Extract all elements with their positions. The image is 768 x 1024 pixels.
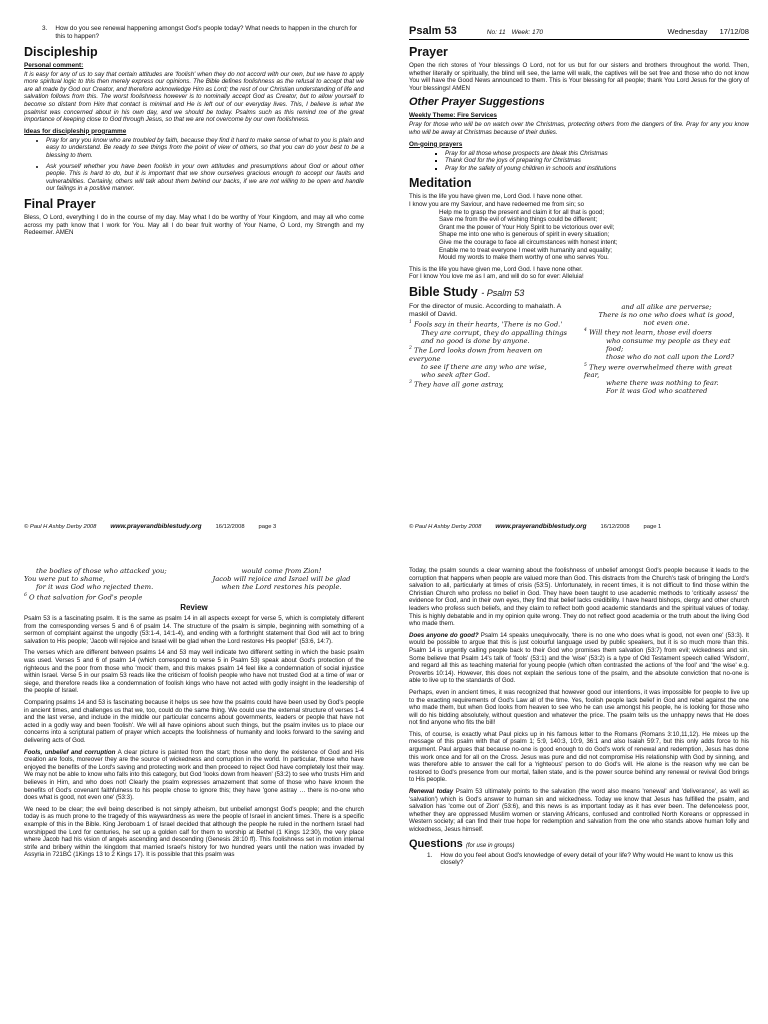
list-item: ▪ Thank God for the joys of preparing for Christmas — [445, 157, 749, 165]
questions-heading: Questions (for use in groups) — [409, 837, 515, 850]
meditation-line: Give me the courage to face all circumstances with honest intent; — [439, 238, 618, 246]
verse-line: those who do not call upon the Lord? — [606, 353, 735, 362]
footer-url[interactable]: www.prayerandbiblestudy.org — [495, 523, 587, 530]
list-item: • Ask yourself whether you have been foolish in your own attitudes and presumptions about God or about other people. This is hard to do, but it is important that we show ourselves gracious enough to accept our faults and vulnerabilities. Certainly, others will talk about them behind our backs, if we are not willing to be open and handle our failings in a positive manner. — [46, 163, 364, 193]
verse-line: not even one. — [643, 319, 690, 328]
footer-page: page 1 — [643, 523, 662, 530]
meditation-end-1: This is the life you have given me, Lord God. I have none other. — [409, 265, 583, 273]
prayer-text: Open the rich stores of Your blessings O Lord, not for us but for our sisters and brothers throughout the world. Then, whether literally or spiritually, the blind will see, the lame will walk, the captives will be set free and those who do not know You will have the Good News announced to them. This is Your blessing for all people; thank You Lord Jesus for the glory of Your blessings! AMEN — [409, 62, 749, 92]
meditation-line: Enable me to treat everyone I meet with humanity and equality; — [439, 246, 613, 254]
footer-date: 16/12/2008 — [600, 523, 630, 530]
verse-line: and no good is done by anyone. — [421, 336, 530, 345]
review-heading: Review — [180, 603, 208, 613]
bible-study-heading: Bible Study - Psalm 53 — [409, 284, 525, 299]
verse-line: $^1$ Fools say in their hearts, 'There is no God.' — [409, 320, 563, 329]
bible-study-text — [409, 303, 749, 396]
verse-line: $^3$ They have all gone astray, — [409, 380, 504, 389]
footer-copyright: © Paul H Ashby Derby 2008 — [409, 523, 482, 530]
other-prayer-heading: Other Prayer Suggestions — [409, 96, 545, 109]
ideas-label: Ideas for discipleship programme — [24, 127, 127, 135]
ongoing-label: On-going prayers — [409, 140, 463, 148]
top-left-panel — [24, 25, 364, 495]
verse-line: for it was God who rejected them. — [36, 583, 154, 592]
ideas-list — [24, 137, 364, 193]
review-paragraph: Fools, unbelief and corruption A clear picture is painted from the start; those who deny the existence of God and His creation are fools, moreover they are the source of wickedness and corruption in the world. In particular, those who have enjoyed the benefits of the Lord's saving and protecting work and then proceed to reject God have completely lost their way. We may not be able to know who falls into this category, but God 'looks down from heaven' (53:2) to see who trusts Him and believes in Him, and who does not! Clearly the psalm expresses amazement that some of those who have known the benefits of God's covenant faithfulness to his people chose to ignore this; they have 'gone astray … there is no-one who does what is good, not even one' (53:3). — [24, 748, 364, 802]
review-paragraph: This, of course, is exactly what Paul picks up in his famous letter to the Romans (Romans 3:10,11,12). He mixes up the message of this psalm with that of psalm 1; 5:9, 140:3, 10:9, 36:1 and also Isaiah 59:7, but this only adds force to his argument. Paul argues that because no-one is good enough to do God's work of renewal and redemption, Jesus has done this work once and for all on the Cross. Jesus was pure and did not compromise His relationship with God by sinning, and was therefore able to answer the call for a 'righteous' person to do God's will. He alone is the reason why we can be restored to God's presence from our mortal, fallen state, and is the power source behind any renewal or revival God brings to His people. — [409, 730, 749, 784]
list-item: ▪ Pray for the safety of young children in schools and institutions — [445, 165, 749, 173]
footer-page-3 — [24, 523, 364, 530]
review-paragraph: Today, the psalm sounds a clear warning about the foolishness of unbelief amongst God's people because it leads to the corruption that happens when people are valued more than God. This distracts from the Church's task of bringing the Lord's salvation to all, particularly at times of crisis (53:5). Unfortunately, in recent times, it is not difficult to find those within the Christian Church who profess no belief in God. They have been taught to use academic methods to 'critically assess' the evidence for God, and in their own eyes, they find that belief lacks credibility. I have heard bishops, clergy and other church leaders who profess such beliefs, and they claim to reflect both good academic standards and the spiritual values of today. This is highly debatable and in my opinion quite wrong. They do not reflect good academia or the truth about the living God who made them. — [409, 567, 749, 628]
verse-line: and all alike are perverse; — [621, 302, 712, 311]
final-prayer-heading: Final Prayer — [24, 196, 96, 211]
verse-line: who seek after God. — [421, 371, 491, 380]
bible-study-continued — [24, 567, 364, 601]
footer-page-1 — [409, 523, 749, 530]
verse-line: $^4$ Will they not learn, those evil doers — [584, 328, 712, 337]
personal-comment: It is easy for any of us to say that certain attitudes are 'foolish' when they do not accord with our own, but we have to apply more spiritual logic to this then merely express our opinions. The Bible defines foolishness as the refusal to accept that we are all made by God our Creator, and therefore acknowledge Him as Lord; the rest of our Christian understanding of life and salvation follows from this. The worst foolishness however is to nominally accept God as Creator, but to allow yourself to become so distant from Him that contact is minimal and He is left out of our everyday lives. This, I believe is what the psalmist was concerned about in his own day, and we should be today. Psalms such as this remind me of the great importance of keeping close to God through Jesus, so that we are not overcome by our own foolishness. — [24, 70, 364, 124]
verse-line: Jacob will rejoice and Israel will be glad — [212, 575, 351, 584]
meditation-line: Save me from the evil of wishing things could be different; — [439, 216, 598, 224]
question-1: 1. How do you feel about God's knowledge of every detail of your life? Why would He want to know us this closely? — [427, 851, 734, 867]
bible-column-left — [409, 303, 574, 396]
bottom-right-panel — [409, 567, 749, 1022]
review-paragraph: Perhaps, even in ancient times, it was recognized that however good our intentions, it was impossible for people to live up to the exacting requirements of God's Law all of the time. Yes, foolish people lack belief in God and rebel against the one who made them, but when God looks from heaven to see who he can use amongst his people, he is looking for those who will do his bidding absolutely, without question and whatever the price. The psalm tells us the unhappy news that He does not find anyone who fits the bill! — [409, 688, 749, 727]
meditation-line: Mould my words to make them worthy of one who serves You. — [439, 254, 609, 262]
verse-line: when the Lord restores his people. — [221, 583, 342, 592]
questions-subtitle: (for use in groups) — [465, 842, 515, 849]
meditation-line: Grant me the power of Your Holy Spirit to be victorious over evil; — [439, 223, 615, 231]
review-paragraph: Psalm 53 is a fascinating psalm. It is the same as psalm 14 in all aspects except for verse 5, which is completely different from the corresponding verses 5 and 6 of psalm 14. The structure of the psalm is simple, beginning with something of a sermon of complaint against the ungodly (53:1-4, 14:1-4), and ending with a forthright statement that God will act to bring salvation to His people; 'Jacob will rejoice and Israel will be glad when the Lord restores His people!' (53:6, 14:7). — [24, 615, 364, 645]
review-paragraph: Renewal today Psalm 53 ultimately points to the salvation (the word also means 'renewal' and 'deliverance', as well as 'salvation') which is God's answer to human sin and wickedness. Today we know that Jesus has fulfilled the psalm, and salvation has 'come out of Zion' (53:6), and this news is as important today as it has ever been. The defenceless poor, whether they are oppressed Muslim women or starving Africans, confused and controlled North Koreans or oppressed in Western society; all can find their true hope for redemption and salvation from the one who stands above human folly and wickedness, Jesus himself. — [409, 788, 749, 833]
meditation-intro-1: This is the life you have given me, Lord God. I have none other. — [409, 193, 583, 201]
bible-intro: For the director of music. According to mahalath. A maskil of David. — [409, 302, 561, 319]
verse-line: where there was nothing to fear. — [606, 379, 719, 388]
footer-date: 16/12/2008 — [215, 523, 245, 530]
meditation-line: Shape me into one who is generous of spirit in every situation; — [439, 231, 610, 239]
meditation-end-2: For I know You love me as I am, and will do so for ever: Alleluia! — [409, 273, 584, 281]
meditation-heading: Meditation — [409, 176, 472, 191]
footer-url[interactable]: www.prayerandbiblestudy.org — [110, 523, 202, 530]
verse-line: would come from Zion! — [241, 567, 322, 575]
ongoing-list — [423, 150, 749, 173]
list-item: ▪ Pray for all those whose prospects are bleak this Christmas — [445, 150, 749, 158]
prayer-heading: Prayer — [409, 45, 448, 59]
week-number: Week: 170 — [511, 29, 544, 36]
day-label: Wednesday — [667, 27, 708, 36]
verse-line: There is no one who does what is good, — [598, 311, 735, 320]
verse-line: $^5$ They were overwhelmed there with great fear, — [584, 362, 733, 380]
verse-line: who consume my people as they eat food; — [606, 336, 731, 354]
bottom-left-panel — [24, 567, 364, 1022]
top-right-panel — [409, 25, 749, 515]
weekly-theme: Weekly Theme: Fire Services — [409, 112, 497, 120]
list-item: • Pray for any you know who are troubled by faith, because they find it hard to make sense of what to you is plain and easy to understand. Be ready to see things from the point of view of others, so that you can do your best to be a blessing to them. — [46, 137, 364, 160]
meditation-line: Help me to grasp the present and claim it for all that is good; — [439, 208, 605, 216]
date-label: 17/12/08 — [719, 27, 749, 36]
meditation-intro-2: I know you are my Saviour, and have redeemed me from sin; so — [409, 200, 585, 208]
meditation-lines — [409, 209, 749, 262]
verse-line: For it was God who scattered — [606, 387, 708, 396]
issue-number: No: 11 — [486, 29, 506, 36]
footer-page: page 3 — [258, 523, 277, 530]
review-paragraph: Does anyone do good? Psalm 14 speaks unequivocally, 'there is no one who does what is good, not even one' (53:3). It would be possible to argue that this is just colourful language used by public speakers, but it is so much more than this. Psalm 14 is urgently calling people back to their God who promises them salvation (53:7) from evil; wickedness and sin. Some believe that Psalm 14's talk of 'fools' (53:1) and the 'wise' (53:2) is a type of Old Testament speech called 'Wisdom', and regard all this as teaching material for young people (which often contrasted the actions of 'the fool' and 'the wise' e.g. Proverbs 10:14). However, this does not explain the serious tone of the psalm, and the absolute conviction that no-one is able to live up to the standards of God. — [409, 631, 749, 685]
final-prayer-text: Bless, O Lord, everything I do in the course of my day. May what I do be worthy of Your Kingdom, and may all who come across my path know that I work for You. May all I do bear fruit worthy of Your Name, O Lord, my Strength and my Redeemer. AMEN — [24, 213, 364, 237]
weekly-theme-text: Pray for those who will be on watch over the Christmas, protecting others from the dangers of fire. Pray for any you know who will be away at Christmas because of their duties. — [409, 121, 749, 136]
verse-line: They are corrupt, they do appalling things — [421, 328, 568, 337]
page-header — [409, 25, 749, 40]
review-paragraph: We need to be clear; the evil being described is not simply atheism, but unbelief amongst God's people; and the church today is as much prone to the tragedy of this waywardness as were the people of Israel in ancient times. There is a specific example of this in the Bible. King Jeroboam 1 of Israel decided that although the people he ruled in the northern Israel had worshipped the Lord for centuries, he set up a golden calf for them to worship at Bethel (1 Kings 12:30), the very place where Jacob had his vision of angels ascending and descending (Genesis 28:10 ff). This foolishness set in motion internal strife and bribery within the kingdom that married Israel's history for two hundred years until the nation was invaded by Assyria in 721BC (1Kings 13 to 2 Kings 17). It is possible that this psalm was — [24, 805, 364, 859]
psalm-title: Psalm 53 — [409, 25, 457, 37]
discipleship-heading: Discipleship — [24, 44, 98, 59]
review-paragraph: The verses which are different between psalms 14 and 53 may well indicate two different setting in which the basic psalm was used. Verses 5 and 6 of psalm 14 (which correspond to verse 5 in Psalm 53) speak about God's protection of the righteous and the poor from those who 'mock' them, and this makes psalm 14 feel like a condemnation of social injustice within Israel. Verse 5 in our psalm 53 reads like the criticism of foolish people who have not trusted God at a time of war or siege, and therefore reads like a condemnation of foolish kings who have not acted with godly insight in the leadership of the people of Israel. — [24, 649, 364, 695]
bible-column-right — [199, 567, 364, 601]
bible-column-right — [584, 303, 749, 396]
bible-study-subtitle: - Psalm 53 — [481, 287, 525, 298]
verse-line: You were put to shame, — [24, 575, 105, 584]
review-paragraph: Comparing psalms 14 and 53 is fascinating because it helps us see how the psalms could have been used by God's people in ancient times, and challenges us that we, too, could do the same thing. We could use the external structure of verses 1-4 and the last verse, and include in the middle our particular concerns about governments, leaders or people that have not acted in a godly way and been 'foolish'. We will all have opinions about such things, but the psalm invites us to place our concerns into a scriptural pattern of prayer which accepts the foolishness of humanity and looks forward to the saving and delivering acts of God. — [24, 699, 364, 744]
verse-line: $^6$ O that salvation for God's people — [24, 592, 143, 601]
personal-comment-label: Personal comment: — [24, 61, 84, 69]
bible-column-left — [24, 567, 189, 601]
question-3: 3. How do you see renewal happening amongst God's people today? What needs to happen in the church for this to happen? — [42, 25, 358, 40]
verse-line: the bodies of those who attacked you; — [36, 567, 167, 575]
verse-line: $^2$ The Lord looks down from heaven on everyone — [409, 346, 543, 363]
verse-line: to see if there are any who are wise, — [421, 362, 547, 371]
footer-copyright: © Paul H Ashby Derby 2008 — [24, 523, 97, 530]
